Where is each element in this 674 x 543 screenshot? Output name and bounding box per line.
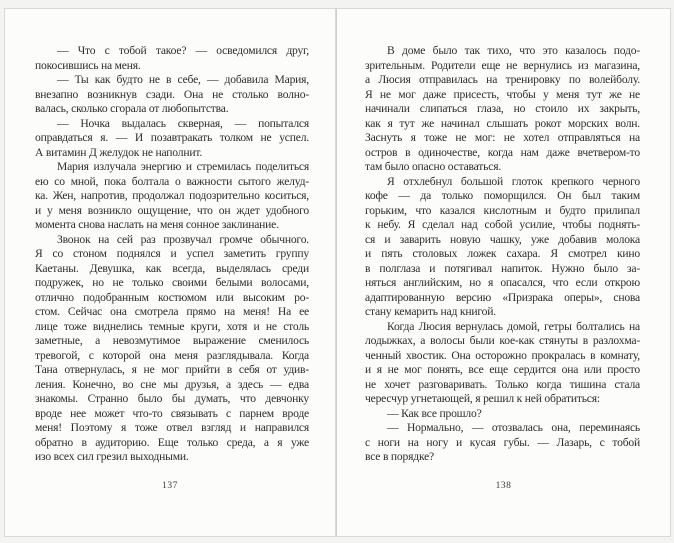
text-line: горьким, что казался кислотным и будто прилипал — [365, 203, 640, 217]
text-line: и у меня возникло ощущение, что он ждет удобного — [35, 203, 309, 217]
text-line: адаптированную версию «Призрака оперы», снова — [365, 290, 640, 304]
text-line: все в порядке? — [365, 450, 434, 463]
text-line: изо всех сил грезил выходными. — [35, 450, 189, 463]
text-line: валась, сколько сгорала от любопытства. — [35, 102, 229, 115]
text-line: В доме было так тихо, что это казалось подо- — [387, 44, 640, 57]
text-line: обратно в аудиторию. Еще только среда, а я уже — [35, 435, 309, 449]
paragraph — [365, 44, 640, 175]
paragraph — [35, 160, 309, 233]
text-line: зрительным. Родители еще не вернулись из магазина, — [365, 58, 640, 72]
paragraph — [365, 175, 640, 320]
text-line: не хочет разговаривать. Только когда тишина стала — [365, 377, 640, 391]
paragraph — [35, 233, 309, 465]
text-line: в полглаза и потягивал напиток. Нужно было за- — [365, 261, 640, 275]
text-line: — Ночка выдалась скверная, — попытался — [57, 116, 309, 130]
text-line: Я отхлебнул большой глоток крепкого черного — [387, 174, 640, 188]
text-line: — Ты как будто не в себе, — добавила Мария, — [57, 73, 309, 86]
page-right[interactable] — [336, 8, 671, 537]
text-line: меня! Поэтому я тоже отвел взгляд и направился — [35, 421, 309, 434]
text-line: Я со стоном поднялся и успел заметить группу — [35, 247, 309, 260]
text-line: покосившись на меня. — [35, 58, 141, 72]
text-line: заметные, а невозмутимое выражение сменилось — [35, 334, 309, 347]
text-line: лице тоже виднелись темные круги, хотя и не столь — [35, 319, 309, 333]
text-line: ка. Жен, напротив, продолжал подозрительно коситься, — [35, 189, 309, 202]
text-line: лодыжках, а волосы были кое-как стянуты в разлохма- — [365, 334, 640, 347]
text-line: няться английским, но я опасался, что если открою — [365, 276, 640, 289]
text-line: стану кемарить над книгой. — [365, 305, 496, 318]
page-right-text — [365, 44, 640, 465]
paragraph — [365, 421, 640, 465]
text-line: Заснуть я тоже не мог: не хотел отправляться на — [365, 131, 640, 144]
text-line: оправдаться я. — И позавтракать толком не успел. — [35, 131, 309, 144]
paragraph — [365, 320, 640, 407]
text-line: знакомы. Странно было бы думать, что девчонку — [35, 392, 309, 405]
book-spread — [4, 8, 671, 537]
text-line: вроде нее может что-то связывать с парнем вроде — [35, 406, 309, 420]
text-line: и пять столовых ложек сахара. Я смотрел кино — [365, 247, 640, 260]
text-line: а Люсия отправилась на тренировку по волейболу. — [365, 73, 640, 86]
text-line: Когда Люсия вернулась домой, гетры болтались на — [387, 319, 640, 333]
text-line: кофе — да только поморщился. Он был таким — [365, 189, 640, 202]
page-right-number: 138 — [495, 481, 512, 491]
text-line: и я не мог понять, все еще сердится она или просто — [365, 363, 640, 376]
text-line: стом. Сейчас она смотрела прямо на меня! На ее — [35, 305, 309, 318]
text-line: там было опасно оставаться. — [365, 160, 502, 173]
text-line: ею со мной, пока болтала о важности сытого желуд- — [35, 174, 309, 188]
text-line: внезапно возникнув сзади. Она не столько волно- — [35, 87, 309, 101]
text-line: подружек, но не только своими белыми волосами, — [35, 276, 309, 289]
text-line: ченный хвостик. Она осторожно прокралась в комнату, — [365, 348, 640, 362]
text-line: Звонок на сей раз прозвучал громче обычного. — [57, 232, 309, 246]
text-line: — Как все прошло? — [387, 406, 482, 420]
paragraph — [35, 73, 309, 117]
paragraph — [35, 44, 309, 73]
text-line: А витамин Д желудок не наполнит. — [35, 145, 203, 159]
paragraph — [365, 407, 640, 422]
text-line: Каетаны. Девушка, как всегда, выделялась среди — [35, 261, 309, 275]
text-line: — Нормально, — отозвалась она, переминаясь — [387, 421, 640, 434]
text-line: отлично подобранным костюмом или высоким ро- — [35, 290, 309, 304]
page-left-text — [35, 44, 309, 465]
text-line: Я не мог даже присесть, чтобы у меня тут же не — [365, 87, 640, 101]
text-line: Мария излучала энергию и стремилась поделиться — [57, 160, 309, 173]
text-line: к небу. Я сделал над собой усилие, чтобы поднять- — [365, 218, 640, 231]
paragraph — [35, 117, 309, 161]
page-left[interactable] — [4, 8, 336, 537]
text-line: ся и заварить новую чашку, уже добавив молока — [365, 232, 640, 246]
text-line: тревогой, с которой она меня разглядывала. Когда — [35, 348, 309, 362]
text-line: с ноги на ногу и кусая губы. — Лазарь, с тобой — [365, 435, 640, 449]
page-left-number: 137 — [162, 481, 178, 491]
text-line: остров в одиночестве, когда нам даже вчетвером-то — [365, 145, 640, 159]
text-line: чересчур угнетающей, я решил к ней обратиться: — [365, 392, 600, 405]
text-line: как я тут же начинал слышать рокот морских волн. — [365, 116, 640, 130]
text-line: Тана отвернулась, я не мог прийти в себя от удив- — [35, 363, 309, 376]
text-line: ления. Конечно, во сне мы друзья, а здесь — едва — [35, 377, 309, 391]
text-line: — Что с тобой такое? — осведомился друг, — [57, 44, 309, 57]
text-line: момента снова наслать на меня сонное заклинание. — [35, 218, 279, 231]
text-line: начинали слипаться глаза, но стоило их закрыть, — [365, 102, 640, 115]
